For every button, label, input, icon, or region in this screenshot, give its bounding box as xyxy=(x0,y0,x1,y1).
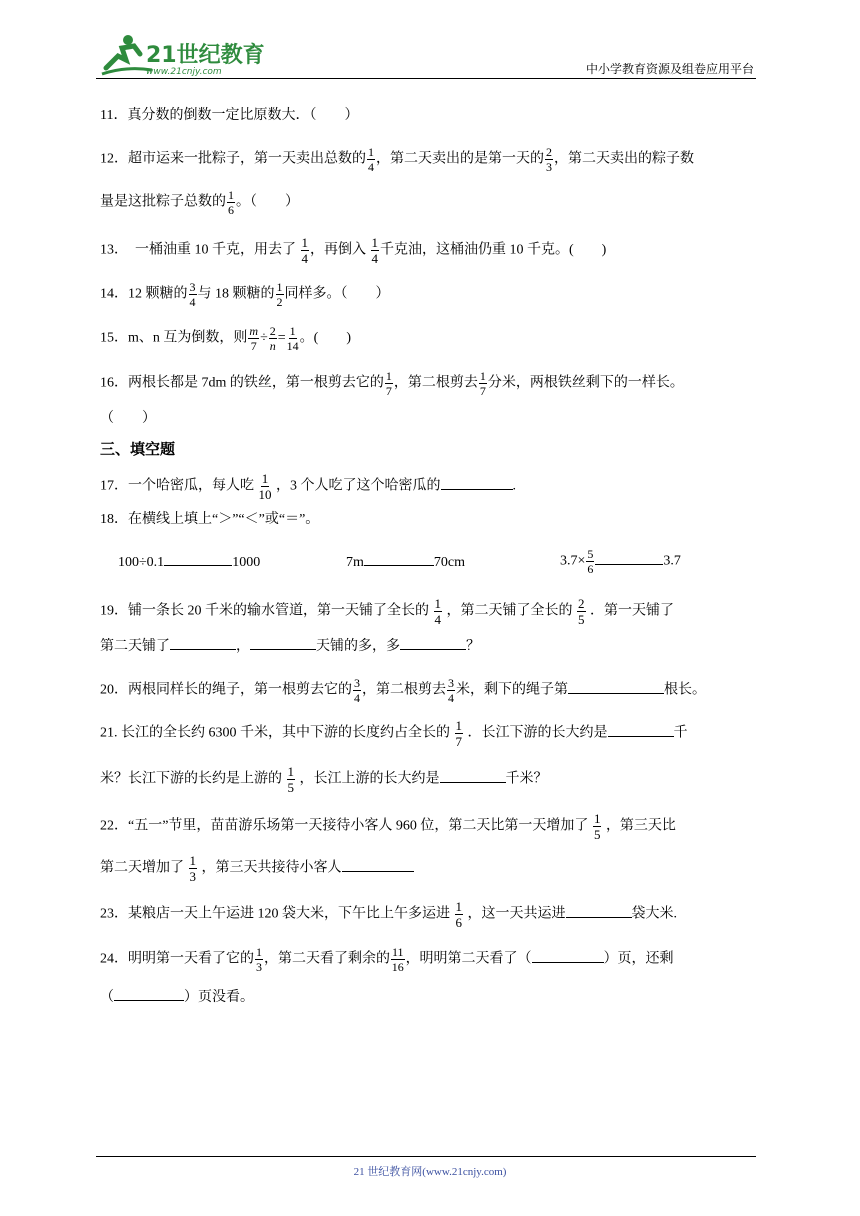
fraction: $\frac{1}{6}$ xyxy=(228,188,234,217)
question-23: 23．某粮店一天上午运进 120 袋大米，下午比上午多运进 $\frac{1}{6}$ ，这一天共运进 袋大米. xyxy=(100,899,677,930)
question-14: 14．12 颗糖的 $\frac{3}{4}$ 与 18 颗糖的 $\frac{1}{2}$ 同样多。（ ） xyxy=(100,280,390,309)
fraction: $\frac{3}{4}$ xyxy=(354,676,360,705)
fraction: $\frac{1}{4}$ xyxy=(368,145,374,174)
footer-divider xyxy=(96,1156,756,1157)
fraction: $\frac{5}{6}$ xyxy=(587,547,594,576)
fraction: $\frac{1}{7}$ xyxy=(455,718,462,749)
question-24-line2: （ ）页没看。 xyxy=(100,986,254,1008)
header-divider xyxy=(96,78,756,79)
fraction: $\frac{1}{2}$ xyxy=(276,280,283,309)
fraction: $\frac{1}{7}$ xyxy=(385,369,392,398)
fraction: $\frac{1}{7}$ xyxy=(479,369,486,398)
question-22-line2: 第二天增加了 $\frac{1}{3}$ ，第三天共接待小客人 xyxy=(100,854,414,883)
answer-blank[interactable] xyxy=(568,679,664,694)
question-16-line1: 16．两根长都是 7dm 的铁丝，第一根剪去它的 $\frac{1}{7}$ ，第二根剪去 $\frac{1}{7}$ 分米，两根铁丝剩下的一样长。 xyxy=(100,369,684,398)
fraction: $\frac{3}{4}$ xyxy=(189,280,196,309)
answer-blank[interactable] xyxy=(608,722,674,737)
answer-blank[interactable] xyxy=(170,635,236,650)
question-12-line1: 12．超市运来一批粽子，第一天卖出总数的 $\frac{1}{4}$ ，第二天卖出的是第一天的 $\frac{2}{3}$ ，第二天卖出的粽子数 xyxy=(100,145,694,174)
question-19-line2: 第二天铺了 ， 天铺的多，多 ？ xyxy=(100,635,480,657)
answer-blank[interactable] xyxy=(164,551,232,566)
fraction: $\frac{3}{4}$ xyxy=(448,676,454,705)
question-19-line1: 19．铺一条长 20 千米的输水管道，第一天铺了全长的 $\frac{1}{4}$ ，第二天铺了全长的 $\frac{2}{5}$ ．第一天铺了 xyxy=(100,596,674,627)
question-17: 17．一个哈密瓜，每人吃 $\frac{1}{10}$ ，3 个人吃了这个哈密瓜的 . xyxy=(100,471,516,502)
fraction: $\frac{1}{6}$ xyxy=(455,899,462,930)
question-21-line2: 米？长江下游的长约是上游的 $\frac{1}{5}$ ，长江上游的长大约是 千米？ xyxy=(100,764,548,795)
fraction: $\frac{1}{4}$ xyxy=(301,235,308,266)
answer-blank[interactable] xyxy=(441,475,513,490)
platform-name: 中小学教育资源及组卷应用平台 xyxy=(585,62,754,76)
answer-blank[interactable] xyxy=(114,986,184,1001)
fraction: $\frac{1}{3}$ xyxy=(189,853,196,884)
fraction: $\frac{2}{n}$ xyxy=(269,324,276,353)
question-15: 15．m、n 互为倒数，则 $\frac{m}{7}$ ÷ $\frac{2}{n}$ = $\frac{1}{14}$ 。( ) xyxy=(100,324,351,353)
question-11: 11．真分数的倒数一定比原数大．（ ） xyxy=(100,108,359,123)
answer-blank[interactable] xyxy=(440,768,506,783)
runner-logo-icon xyxy=(96,30,266,78)
section-heading: 三、填空题 xyxy=(100,442,176,458)
question-18: 18．在横线上填上“＞”“＜”或“＝”。 xyxy=(100,512,320,527)
site-logo xyxy=(96,30,266,78)
answer-blank[interactable] xyxy=(400,635,466,650)
question-24-line1: 24．明明第一天看了它的 $\frac{1}{3}$ ，第二天看了剩余的 $\frac{11}{16}$ ，明明第二天看了（ ）页，还剩 xyxy=(100,945,674,974)
question-22-line1: 22．“五一”节里，苗苗游乐场第一天接待小客人 960 位，第二天比第一天增加了 $\frac{1}{5}$ ，第三天比 xyxy=(100,811,676,842)
fraction: $\frac{2}{5}$ xyxy=(578,596,585,627)
fraction: $\frac{1}{5}$ xyxy=(287,764,294,795)
logo-url: www.21cnjy.com xyxy=(146,67,222,77)
fraction: $\frac{1}{3}$ xyxy=(256,945,262,974)
question-18-expr3: 3.7× $\frac{5}{6}$ 3.7 xyxy=(560,547,681,576)
fraction: $\frac{1}{10}$ xyxy=(258,471,272,502)
logo-text: 21世纪教育 xyxy=(146,43,265,68)
question-18-expr1: 100÷0.1 1000 xyxy=(118,551,260,573)
page-header xyxy=(96,28,756,80)
question-21-line1: 21. 长江的全长约 6300 千米，其中下游的长度约占全长的 $\frac{1}{7}$ ．长江下游的长大约是 千 xyxy=(100,718,688,749)
fraction: $\frac{1}{5}$ xyxy=(593,811,601,842)
question-16-line2: （ ） xyxy=(100,411,156,426)
fraction: $\frac{1}{4}$ xyxy=(434,596,441,627)
question-20: 20．两根同样长的绳子，第一根剪去它的 $\frac{3}{4}$ ，第二根剪去 $\frac{3}{4}$ 米，剩下的绳子第 根长。 xyxy=(100,676,706,705)
fraction: $\frac{1}{4}$ xyxy=(371,235,378,266)
answer-blank[interactable] xyxy=(595,550,663,565)
question-13: 13． 一桶油重 10 千克，用去了 $\frac{1}{4}$ ，再倒入 $\frac{1}{4}$ 千克油，这桶油仍重 10 千克。( ) xyxy=(100,235,607,266)
fraction: $\frac{2}{3}$ xyxy=(546,145,552,174)
answer-blank[interactable] xyxy=(342,857,414,872)
footer-link[interactable]: 21 世纪教育网(www.21cnjy.com) xyxy=(353,1166,507,1178)
answer-blank[interactable] xyxy=(566,903,632,918)
question-12-line2: 量是这批粽子总数的 $\frac{1}{6}$ 。（ ） xyxy=(100,188,299,217)
answer-blank[interactable] xyxy=(250,635,316,650)
fraction: $\frac{m}{7}$ xyxy=(249,324,259,353)
answer-blank[interactable] xyxy=(532,948,604,963)
answer-blank[interactable] xyxy=(364,551,434,566)
fraction: $\frac{11}{16}$ xyxy=(391,945,404,974)
fraction: $\frac{1}{14}$ xyxy=(286,324,299,353)
question-18-expr2: 7m 70cm xyxy=(346,551,465,573)
